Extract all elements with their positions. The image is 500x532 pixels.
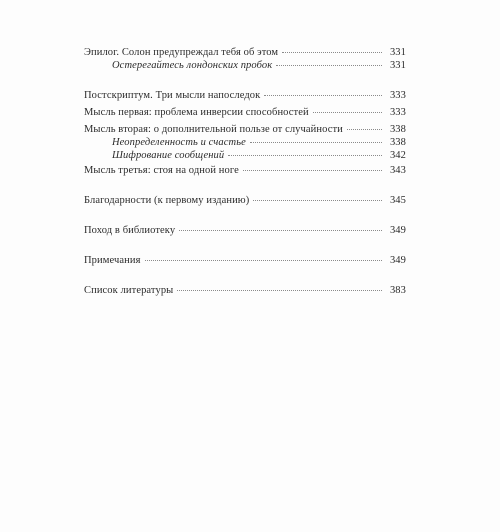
toc-entry-page: 338 bbox=[389, 124, 406, 135]
toc-entry-page: 338 bbox=[389, 137, 406, 148]
dot-leader bbox=[228, 155, 382, 156]
toc-entry-page: 331 bbox=[389, 60, 406, 71]
toc-entry-thought-two bbox=[84, 123, 406, 136]
dot-leader bbox=[276, 65, 382, 66]
toc-subentry-encryption bbox=[84, 149, 406, 162]
toc-entry-title: Мысль первая: проблема инверсии способностей bbox=[84, 107, 309, 118]
toc-entry-page: 333 bbox=[389, 107, 406, 118]
toc-entry-title: Постскриптум. Три мысли напоследок bbox=[84, 90, 261, 101]
dot-leader bbox=[264, 95, 382, 96]
toc-entry-page: 343 bbox=[389, 165, 406, 176]
toc-entry-thought-three bbox=[84, 164, 406, 177]
toc-entry-library bbox=[84, 224, 406, 237]
toc-entry-postscript bbox=[84, 89, 406, 102]
dot-leader bbox=[250, 142, 382, 143]
toc-entry-title: Список литературы bbox=[84, 285, 174, 296]
toc-entry-page: 383 bbox=[389, 285, 406, 296]
dot-leader bbox=[179, 230, 382, 231]
toc-entry-epilogue bbox=[84, 46, 406, 59]
toc-entry-title: Благодарности (к первому изданию) bbox=[84, 195, 250, 206]
toc-subentry-london-traffic bbox=[84, 59, 406, 72]
toc-entry-title: Примечания bbox=[84, 255, 141, 266]
dot-leader bbox=[177, 290, 382, 291]
toc-entry-notes bbox=[84, 254, 406, 267]
toc-entry-page: 342 bbox=[389, 150, 406, 161]
table-of-contents bbox=[84, 46, 406, 296]
toc-entry-page: 349 bbox=[389, 225, 406, 236]
toc-entry-title: Шифрование сообщений bbox=[112, 150, 225, 161]
toc-entry-thought-one bbox=[84, 106, 406, 119]
dot-leader bbox=[282, 52, 382, 53]
toc-entry-page: 331 bbox=[389, 47, 406, 58]
toc-entry-page: 345 bbox=[389, 195, 406, 206]
dot-leader bbox=[347, 129, 382, 130]
toc-entry-title: Остерегайтесь лондонских пробок bbox=[112, 60, 273, 71]
toc-entry-title: Поход в библиотеку bbox=[84, 225, 176, 236]
toc-entry-title: Эпилог. Солон предупреждал тебя об этом bbox=[84, 47, 279, 58]
toc-entry-bibliography bbox=[84, 284, 406, 297]
dot-leader bbox=[313, 112, 382, 113]
toc-entry-title: Неопределенность и счастье bbox=[112, 137, 246, 148]
toc-entry-page: 333 bbox=[389, 90, 406, 101]
toc-entry-title: Мысль вторая: о дополнительной пользе от случайности bbox=[84, 124, 343, 135]
dot-leader bbox=[145, 260, 382, 261]
toc-subentry-uncertainty bbox=[84, 136, 406, 149]
toc-entry-page: 349 bbox=[389, 255, 406, 266]
toc-entry-title: Мысль третья: стоя на одной ноге bbox=[84, 165, 239, 176]
dot-leader bbox=[253, 200, 382, 201]
toc-entry-acknowledgements bbox=[84, 194, 406, 207]
dot-leader bbox=[243, 170, 382, 171]
